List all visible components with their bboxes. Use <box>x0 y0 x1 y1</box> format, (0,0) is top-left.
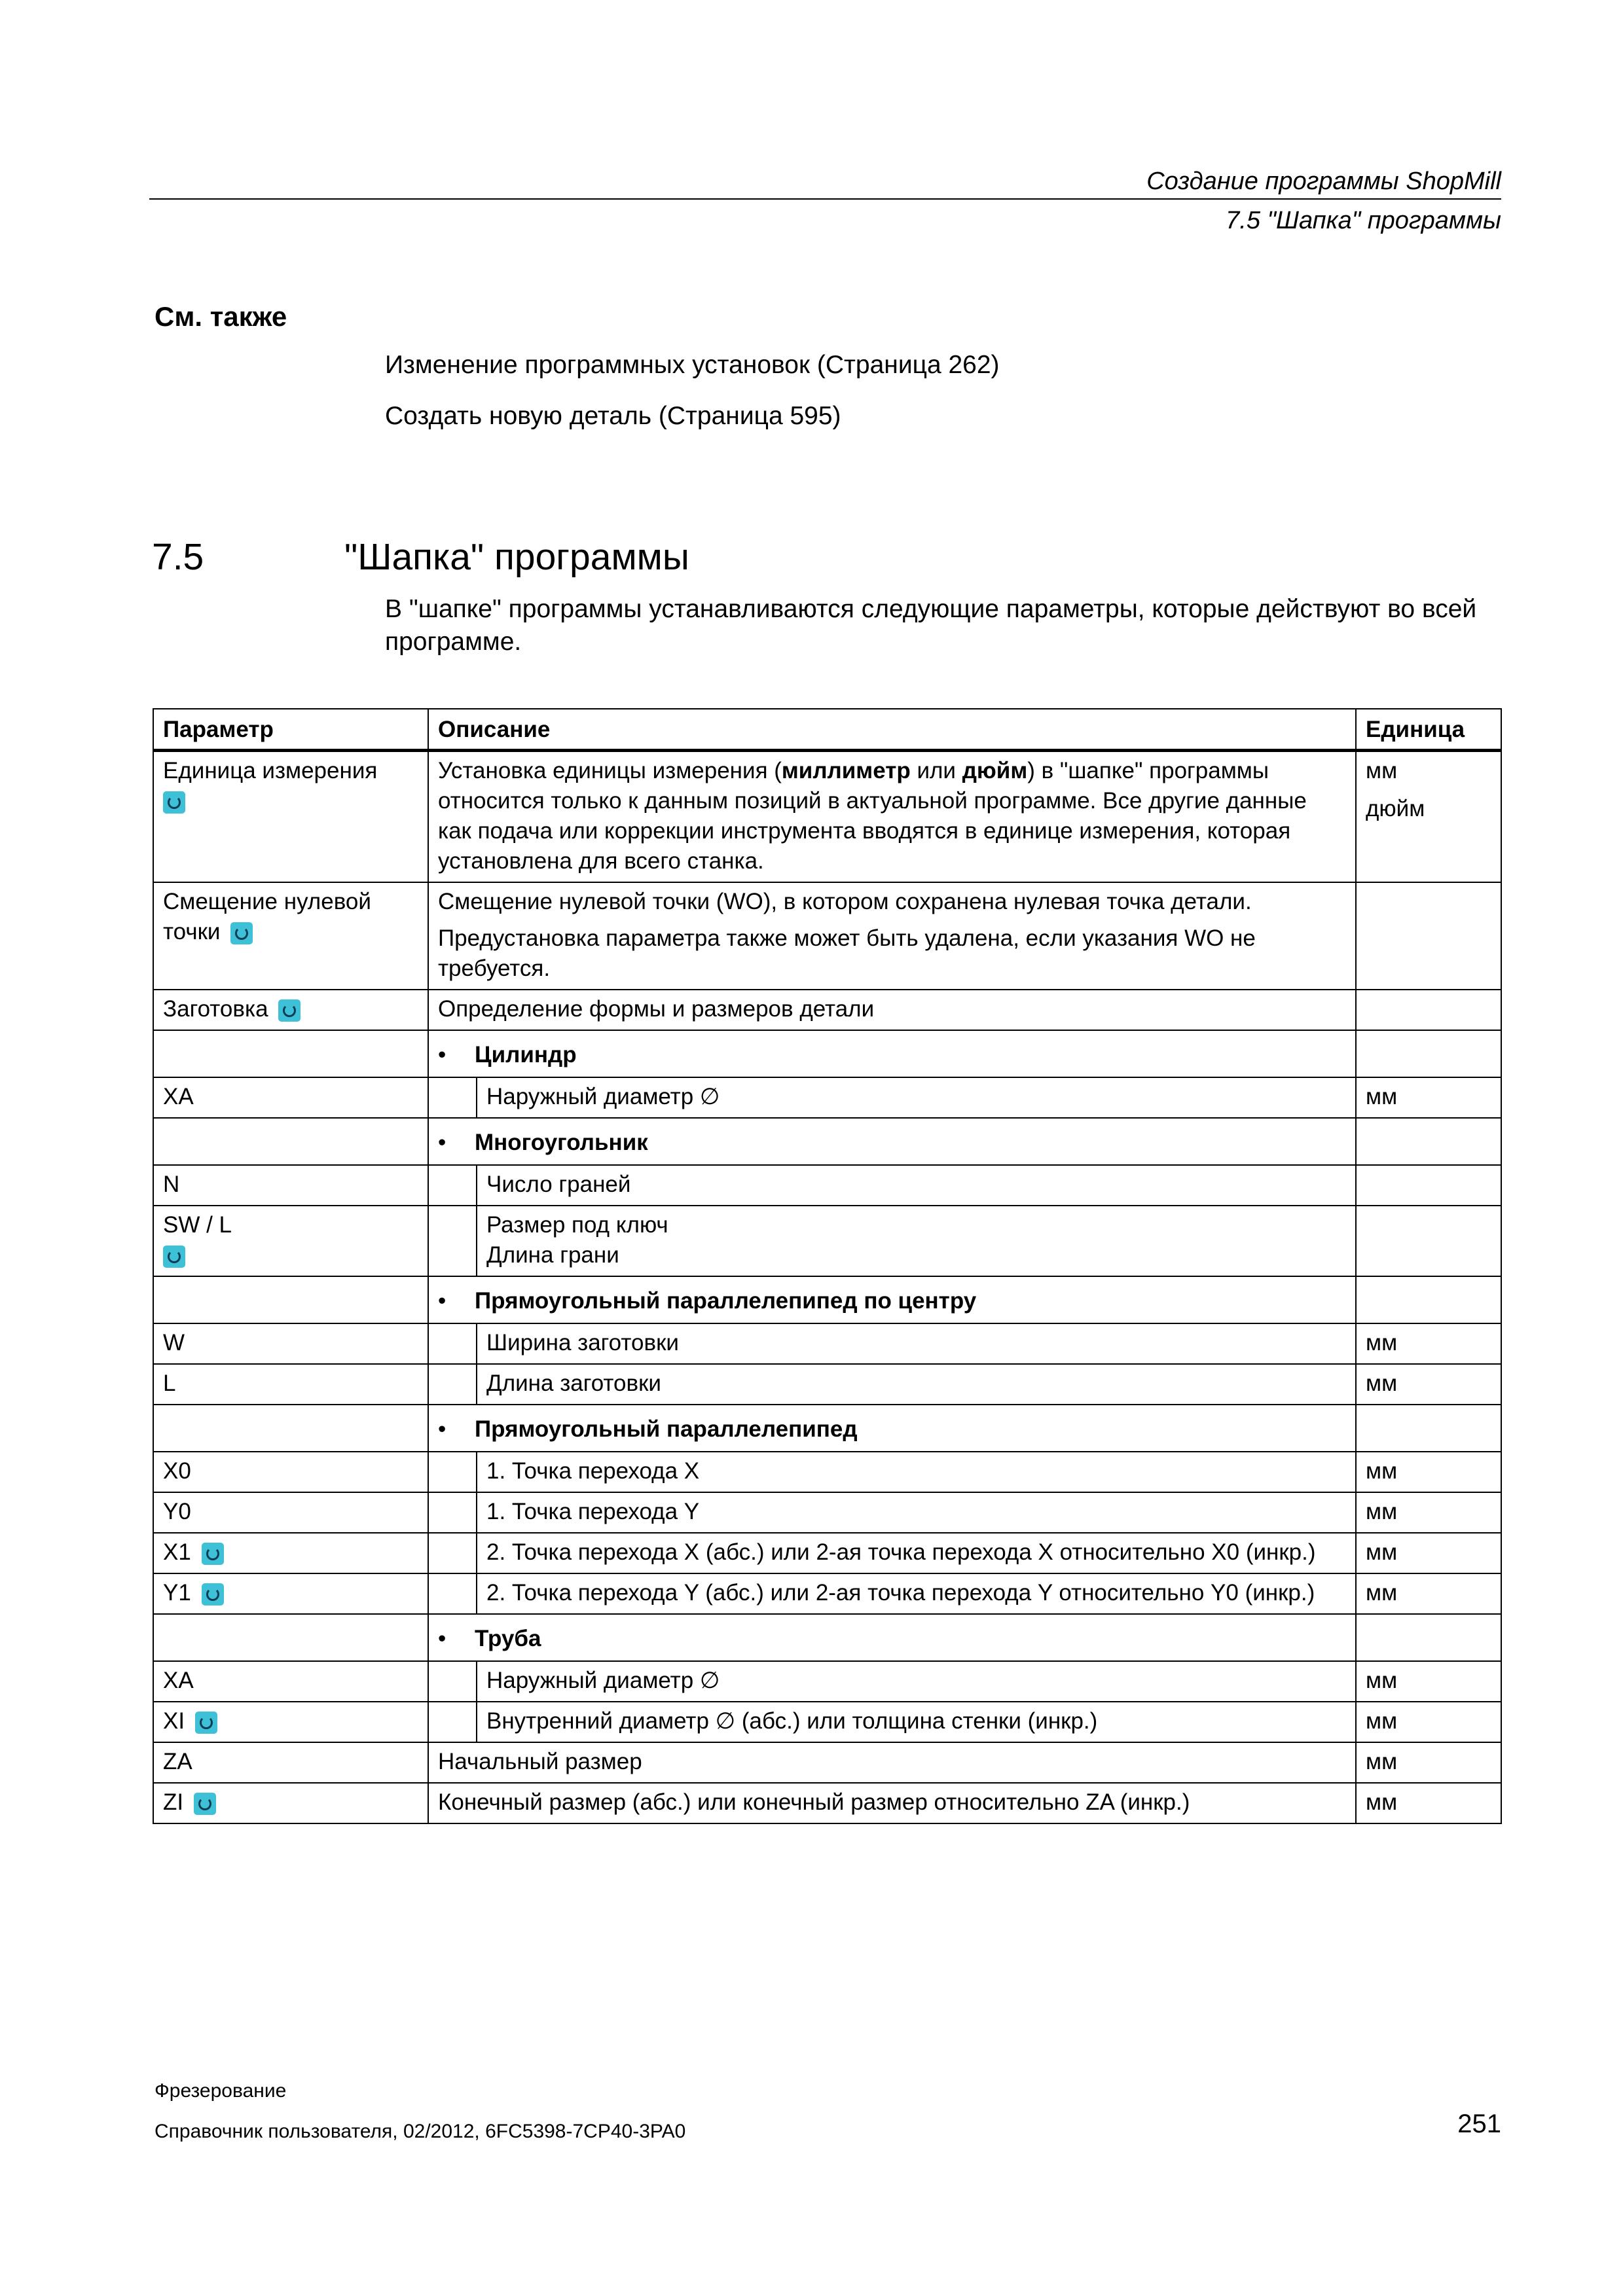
desc-text: Установка единицы измерения ( <box>438 758 782 783</box>
group-title-cell <box>428 1405 1356 1452</box>
desc-cell: 2. Точка перехода Y (абс.) или 2-ая точка перехода Y относительно Y0 (инкр.) <box>477 1573 1356 1614</box>
desc-cell <box>428 751 1356 883</box>
desc-cell: Число граней <box>477 1165 1356 1206</box>
table-row <box>153 751 1501 883</box>
cycle-toggle-icon <box>194 1793 216 1815</box>
unit-cell: мм <box>1356 1364 1501 1405</box>
unit-cell: мм <box>1356 1492 1501 1533</box>
cycle-toggle-icon <box>163 1246 185 1268</box>
param-label: X1 <box>163 1539 191 1565</box>
desc-bold-inch: дюйм <box>962 758 1028 783</box>
table-row <box>153 1077 1501 1118</box>
cycle-toggle-icon <box>163 791 185 814</box>
desc-text: Смещение нулевой точки (WO), в котором сохранена нулевая точка детали. <box>438 889 1252 914</box>
group-title: Прямоугольный параллелепипед по центру <box>475 1288 977 1314</box>
param-label: ZI <box>163 1789 184 1815</box>
group-title-cell <box>428 1276 1356 1323</box>
desc-cell: Конечный размер (абс.) или конечный размер относительно ZA (инкр.) <box>428 1783 1356 1823</box>
desc-text: ) в "шапке" программы относится только к данным позиций в актуальной программе. Все другие данные как подача или коррекции инструмента вводятся в единице измерения, которая установлена для всего станка. <box>438 758 1307 874</box>
desc-cell: Начальный размер <box>428 1742 1356 1783</box>
table-group-row <box>153 1276 1501 1323</box>
section-title: "Шапка" программы <box>344 536 689 578</box>
running-header-chapter: Создание программы ShopMill <box>1146 168 1501 195</box>
table-row <box>153 1492 1501 1533</box>
indent-cell <box>428 1702 477 1742</box>
indent-cell <box>428 1323 477 1364</box>
table-group-row <box>153 1405 1501 1452</box>
param-label: Смещение нулевой точки <box>163 889 371 944</box>
unit-cell <box>1356 751 1501 883</box>
bullet-icon: • <box>438 1130 447 1155</box>
unit-value: дюйм <box>1366 796 1425 821</box>
see-also-link-2[interactable]: Создать новую деталь (Страница 595) <box>385 402 841 430</box>
param-label: ZA <box>153 1742 428 1783</box>
group-title-cell <box>428 1118 1356 1165</box>
desc-cell: 1. Точка перехода X <box>477 1452 1356 1492</box>
unit-cell <box>1356 1030 1501 1077</box>
unit-cell <box>1356 882 1501 990</box>
table-row <box>153 1533 1501 1573</box>
desc-cell: 2. Точка перехода X (абс.) или 2-ая точка перехода X относительно X0 (инкр.) <box>477 1533 1356 1573</box>
footer-manual-info: Справочник пользователя, 02/2012, 6FC5398-7CP40-3PA0 <box>155 2121 686 2142</box>
running-header-section: 7.5 "Шапка" программы <box>1226 207 1501 234</box>
group-title: Многоугольник <box>475 1130 648 1155</box>
desc-cell: Определение формы и размеров детали <box>428 990 1356 1030</box>
param-label: XI <box>163 1708 185 1734</box>
desc-cell: Длина заготовки <box>477 1364 1356 1405</box>
param-cell <box>153 1030 428 1077</box>
table-row <box>153 1323 1501 1364</box>
footer-document-title: Фрезерование <box>155 2080 287 2102</box>
desc-cell <box>428 882 1356 990</box>
table-row <box>153 990 1501 1030</box>
bullet-icon: • <box>438 1042 447 1067</box>
group-title-cell <box>428 1614 1356 1661</box>
param-label: X0 <box>153 1452 428 1492</box>
cycle-toggle-icon <box>202 1583 224 1605</box>
table-row <box>153 1661 1501 1702</box>
desc-text: или <box>910 758 962 783</box>
desc-cell: Ширина заготовки <box>477 1323 1356 1364</box>
indent-cell <box>428 1573 477 1614</box>
group-title: Прямоугольный параллелепипед <box>475 1416 858 1442</box>
table-row <box>153 1573 1501 1614</box>
col-header-unit: Единица <box>1356 709 1501 751</box>
header-rule <box>149 198 1501 200</box>
see-also-link-1[interactable]: Изменение программных установок (Страница 262) <box>385 351 1000 379</box>
param-label: XA <box>153 1661 428 1702</box>
unit-cell <box>1356 1165 1501 1206</box>
unit-cell <box>1356 1118 1501 1165</box>
table-group-row <box>153 1030 1501 1077</box>
section-number: 7.5 <box>152 536 204 578</box>
param-cell <box>153 990 428 1030</box>
param-cell <box>153 1783 428 1823</box>
unit-cell <box>1356 1276 1501 1323</box>
table-row <box>153 1206 1501 1276</box>
indent-cell <box>428 1077 477 1118</box>
cycle-toggle-icon <box>230 922 253 944</box>
parameter-table <box>153 708 1502 1824</box>
desc-cell <box>477 1206 1356 1276</box>
indent-cell <box>428 1206 477 1276</box>
param-cell <box>153 1702 428 1742</box>
table-row <box>153 1702 1501 1742</box>
param-label: L <box>153 1364 428 1405</box>
param-label: W <box>153 1323 428 1364</box>
table-row <box>153 1364 1501 1405</box>
cycle-toggle-icon <box>195 1712 217 1734</box>
unit-cell <box>1356 1206 1501 1276</box>
param-label: XA <box>153 1077 428 1118</box>
group-title-cell <box>428 1030 1356 1077</box>
param-label: Y1 <box>163 1580 191 1605</box>
bullet-icon: • <box>438 1416 447 1442</box>
indent-cell <box>428 1364 477 1405</box>
see-also-heading: См. также <box>155 301 287 332</box>
indent-cell <box>428 1492 477 1533</box>
table-row <box>153 1742 1501 1783</box>
indent-cell <box>428 1165 477 1206</box>
desc-text: Длина грани <box>486 1242 619 1268</box>
param-label: Единица измерения <box>163 758 378 783</box>
section-intro: В "шапке" программы устанавливаются следующие параметры, которые действуют во всей программе. <box>385 595 1477 656</box>
table-header-row <box>153 709 1501 751</box>
param-cell <box>153 1206 428 1276</box>
col-header-param: Параметр <box>153 709 428 751</box>
unit-cell: мм <box>1356 1661 1501 1702</box>
page-number: 251 <box>1457 2109 1501 2138</box>
unit-cell: мм <box>1356 1702 1501 1742</box>
group-title: Труба <box>475 1626 541 1651</box>
param-cell <box>153 1614 428 1661</box>
desc-cell: Внутренний диаметр ∅ (абс.) или толщина стенки (инкр.) <box>477 1702 1356 1742</box>
param-cell <box>153 1533 428 1573</box>
param-cell <box>153 751 428 883</box>
indent-cell <box>428 1452 477 1492</box>
param-label: Y0 <box>153 1492 428 1533</box>
desc-cell: Наружный диаметр ∅ <box>477 1077 1356 1118</box>
unit-cell: мм <box>1356 1742 1501 1783</box>
desc-cell: 1. Точка перехода Y <box>477 1492 1356 1533</box>
table-group-row <box>153 1118 1501 1165</box>
param-cell <box>153 1405 428 1452</box>
table-row <box>153 1165 1501 1206</box>
unit-cell: мм <box>1356 1783 1501 1823</box>
desc-bold-mm: миллиметр <box>781 758 911 783</box>
param-cell <box>153 882 428 990</box>
table-row <box>153 1452 1501 1492</box>
param-label: N <box>153 1165 428 1206</box>
unit-cell: мм <box>1356 1323 1501 1364</box>
group-title: Цилиндр <box>475 1042 577 1067</box>
col-header-desc: Описание <box>428 709 1356 751</box>
unit-cell: мм <box>1356 1452 1501 1492</box>
desc-text: Предустановка параметра также может быть удалена, если указания WO не требуется. <box>438 925 1256 981</box>
cycle-toggle-icon <box>202 1543 224 1565</box>
unit-value: мм <box>1366 758 1398 783</box>
indent-cell <box>428 1533 477 1573</box>
table-row <box>153 1783 1501 1823</box>
table-group-row <box>153 1614 1501 1661</box>
unit-cell <box>1356 1405 1501 1452</box>
bullet-icon: • <box>438 1288 447 1314</box>
table-row <box>153 882 1501 990</box>
param-label: Заготовка <box>163 996 268 1022</box>
unit-cell <box>1356 1614 1501 1661</box>
param-cell <box>153 1276 428 1323</box>
cycle-toggle-icon <box>278 999 301 1022</box>
unit-cell: мм <box>1356 1573 1501 1614</box>
unit-cell: мм <box>1356 1077 1501 1118</box>
param-cell <box>153 1573 428 1614</box>
indent-cell <box>428 1661 477 1702</box>
bullet-icon: • <box>438 1626 447 1651</box>
param-cell <box>153 1118 428 1165</box>
unit-cell <box>1356 990 1501 1030</box>
param-label: SW / L <box>163 1212 232 1238</box>
desc-text: Размер под ключ <box>486 1212 668 1238</box>
desc-cell: Наружный диаметр ∅ <box>477 1661 1356 1702</box>
unit-cell: мм <box>1356 1533 1501 1573</box>
